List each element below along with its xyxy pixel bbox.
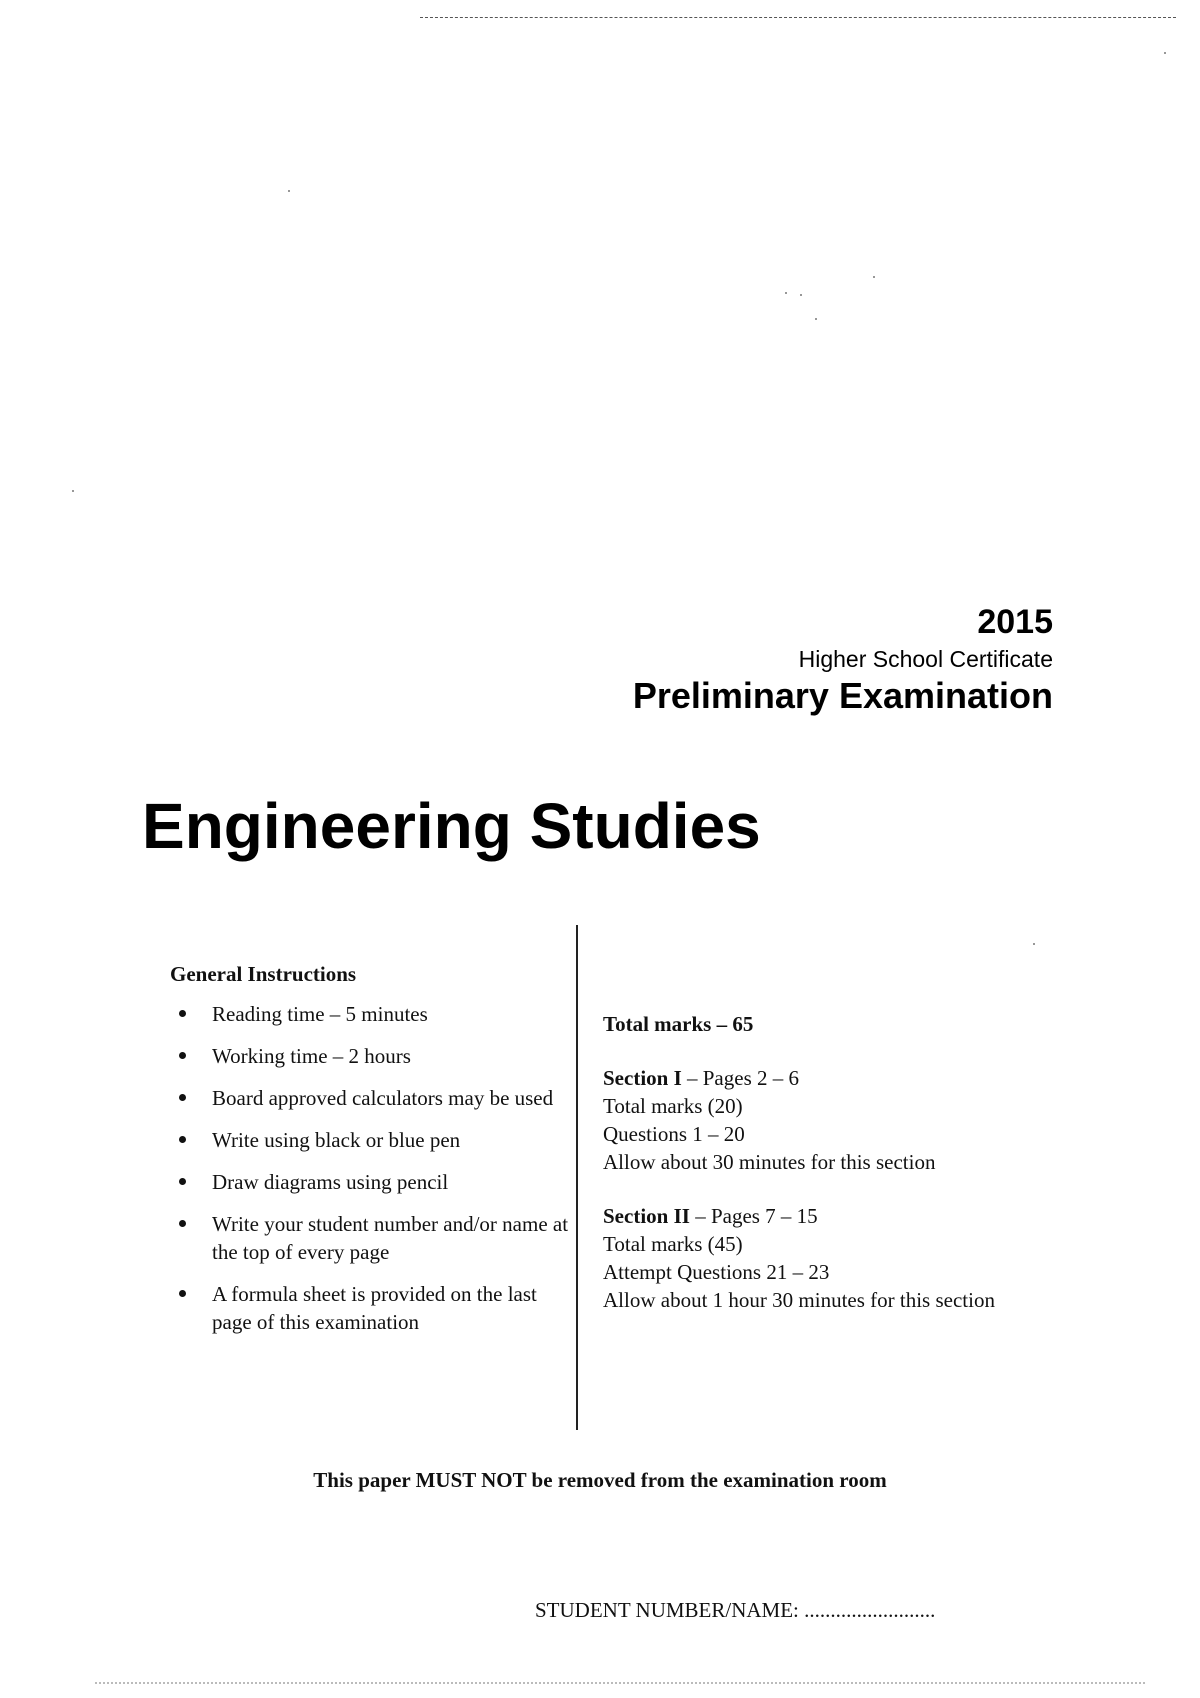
student-number-name-field: STUDENT NUMBER/NAME: .........................: [535, 1598, 936, 1622]
section-time: Allow about 1 hour 30 minutes for this section: [603, 1288, 995, 1312]
total-marks: Total marks – 65: [603, 1012, 754, 1036]
scan-speck: [873, 276, 875, 278]
bullet-icon: [179, 1178, 186, 1185]
marks-summary: [603, 1010, 1073, 1340]
instruction-text: Board approved calculators may be used: [212, 1086, 554, 1110]
section-one-summary: [603, 1064, 1073, 1176]
section-title: Section II: [603, 1204, 690, 1228]
section-pages: – Pages 2 – 6: [681, 1066, 799, 1090]
certificate-name: Higher School Certificate: [798, 646, 1053, 672]
scan-artifact-top-line: [420, 17, 1176, 18]
general-instructions-title: General Instructions: [170, 962, 357, 986]
instruction-text: A formula sheet is provided on the last page of this examination: [212, 1282, 537, 1334]
instruction-item: [170, 1280, 570, 1336]
scan-artifact-bottom-line: [95, 1682, 1145, 1684]
instruction-item: [170, 1000, 570, 1028]
section-title: Section I: [603, 1066, 682, 1090]
section-time: Allow about 30 minutes for this section: [603, 1150, 936, 1174]
scan-speck: [1033, 943, 1035, 945]
scan-speck: [288, 190, 290, 192]
exam-type: Preliminary Examination: [632, 675, 1053, 716]
scan-speck: [800, 294, 802, 296]
instruction-item: [170, 1126, 570, 1154]
bullet-icon: [179, 1094, 186, 1101]
instruction-text: Write using black or blue pen: [212, 1128, 461, 1152]
section-questions: Questions 1 – 20: [603, 1122, 745, 1146]
scan-speck: [1164, 52, 1166, 54]
bullet-icon: [179, 1290, 186, 1297]
general-instructions: [170, 960, 570, 1350]
instruction-text: Working time – 2 hours: [212, 1044, 411, 1068]
bullet-icon: [179, 1010, 186, 1017]
exam-header: [633, 600, 1053, 718]
instruction-text: Reading time – 5 minutes: [212, 1002, 428, 1026]
section-two-summary: [603, 1202, 1073, 1314]
instruction-text: Write your student number and/or name at the top of every page: [212, 1212, 569, 1264]
section-questions: Attempt Questions 21 – 23: [603, 1260, 830, 1284]
column-divider: [576, 925, 578, 1430]
scan-speck: [785, 292, 787, 294]
instruction-list: [170, 1000, 570, 1336]
section-heading: [603, 1202, 1073, 1230]
bullet-icon: [179, 1136, 186, 1143]
instruction-item: [170, 1084, 570, 1112]
removal-warning: This paper MUST NOT be removed from the examination room: [313, 1468, 887, 1492]
exam-year: 2015: [977, 603, 1053, 641]
instruction-text: Draw diagrams using pencil: [212, 1170, 449, 1194]
section-pages: – Pages 7 – 15: [689, 1204, 818, 1228]
section-marks: Total marks (45): [603, 1232, 743, 1256]
scan-speck: [815, 318, 817, 320]
section-marks: Total marks (20): [603, 1094, 743, 1118]
instruction-item: [170, 1210, 570, 1266]
section-heading: [603, 1064, 1073, 1092]
instruction-item: [170, 1042, 570, 1070]
subject-title: Engineering Studies: [142, 790, 761, 862]
bullet-icon: [179, 1220, 186, 1227]
instruction-item: [170, 1168, 570, 1196]
bullet-icon: [179, 1052, 186, 1059]
scan-speck: [72, 490, 74, 492]
